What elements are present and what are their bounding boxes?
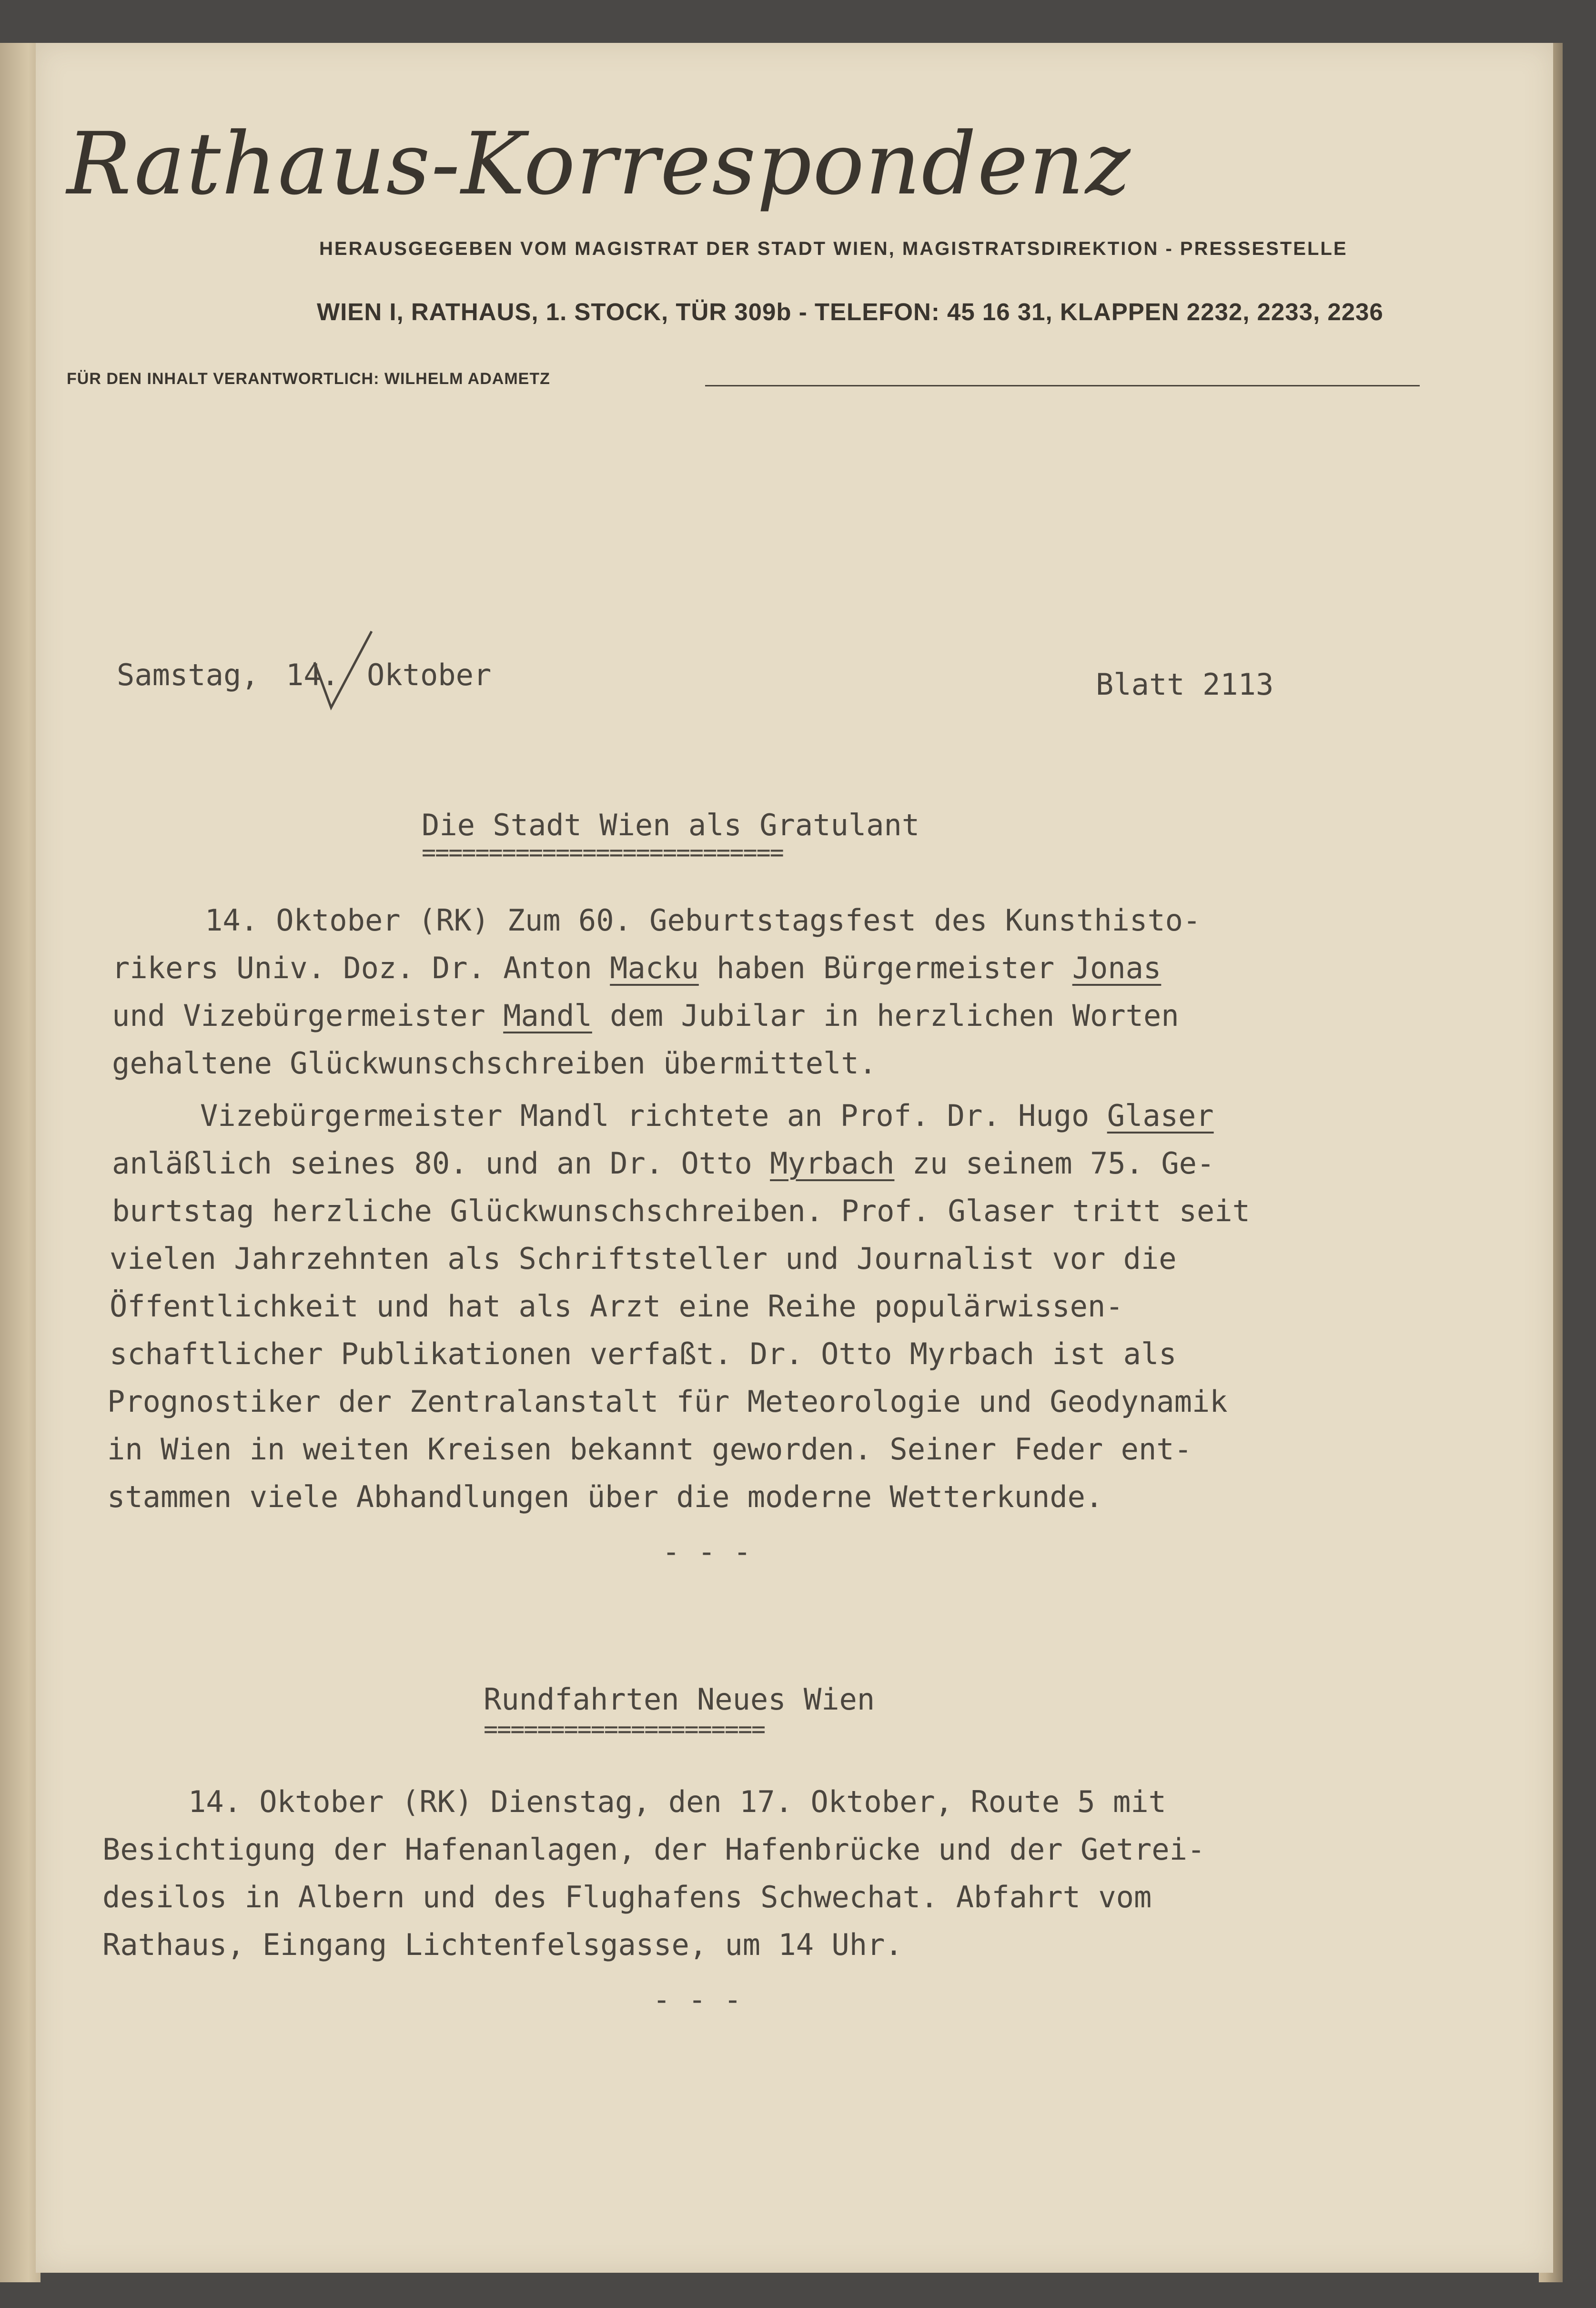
dateline-month: Oktober bbox=[367, 658, 492, 692]
article2-p1-line2: Besichtigung der Hafenanlagen, der Hafenbrücke und der Getrei- bbox=[102, 1832, 1205, 1867]
article1-p1-line3: und Vizebürgermeister Mandl dem Jubilar in herzlichen Worten bbox=[112, 998, 1179, 1033]
publisher-line: HERAUSGEGEBEN VOM MAGISTRAT DER STADT WIEN, MAGISTRATSDIREKTION - PRESSESTELLE bbox=[319, 238, 1348, 259]
dateline-day: Samstag, bbox=[117, 658, 259, 692]
article1-p2-line7: Prognostiker der Zentralanstalt für Meteorologie und Geodynamik bbox=[107, 1384, 1228, 1419]
article1-p2-line9: stammen viele Abhandlungen über die moderne Wetterkunde. bbox=[107, 1479, 1103, 1514]
name-myrbach: Myrbach bbox=[770, 1146, 895, 1181]
article1-p2-line4: vielen Jahrzehnten als Schriftsteller und Journalist vor die bbox=[110, 1241, 1177, 1276]
name-macku: Macku bbox=[610, 951, 699, 985]
article1-title: Die Stadt Wien als Gratulant bbox=[422, 808, 920, 842]
address-line: WIEN I, RATHAUS, 1. STOCK, TÜR 309b - TELEFON: 45 16 31, KLAPPEN 2232, 2233, 2236 bbox=[317, 298, 1384, 325]
article2-p1-line1: 14. Oktober (RK) Dienstag, den 17. Oktober, Route 5 mit bbox=[188, 1784, 1166, 1819]
handwritten-check-mark bbox=[310, 629, 376, 715]
article1-p2-line5: Öffentlichkeit und hat als Arzt eine Reihe populärwissen- bbox=[110, 1289, 1123, 1324]
article1-end-marker: - - - bbox=[662, 1534, 751, 1569]
header-rule bbox=[705, 385, 1420, 386]
article1-p2-line8: in Wien in weiten Kreisen bekannt geworden. Seiner Feder ent- bbox=[107, 1432, 1192, 1467]
article1-p2-line2: anläßlich seines 80. und an Dr. Otto Myrbach zu seinem 75. Ge- bbox=[112, 1146, 1215, 1181]
sheet-number: Blatt 2113 bbox=[1096, 667, 1274, 702]
responsible-editor-line: FÜR DEN INHALT VERANTWORTLICH: WILHELM ADAMETZ bbox=[67, 370, 550, 388]
facing-page-edge bbox=[0, 43, 40, 2282]
name-mandl: Mandl bbox=[503, 998, 592, 1033]
article1-title-rule: =========================== bbox=[422, 839, 783, 866]
article1-p1-line4: gehaltene Glückwunschschreiben übermittelt. bbox=[112, 1046, 877, 1081]
name-jonas: Jonas bbox=[1072, 951, 1162, 985]
article2-end-marker: - - - bbox=[653, 1982, 742, 2017]
article1-p2-line6: schaftlicher Publikationen verfaßt. Dr. Otto Myrbach ist als bbox=[110, 1336, 1177, 1371]
article1-p2-line3: burtstag herzliche Glückwunschschreiben. Prof. Glaser tritt seit bbox=[112, 1194, 1250, 1228]
dateline-date: 14. bbox=[286, 658, 339, 692]
article2-p1-line4: Rathaus, Eingang Lichtenfelsgasse, um 14 Uhr. bbox=[102, 1927, 903, 1962]
article1-p1-line1: 14. Oktober (RK) Zum 60. Geburtstagsfest des Kunsthisto- bbox=[205, 903, 1201, 938]
article1-p1-line2: rikers Univ. Doz. Dr. Anton Macku haben Bürgermeister Jonas bbox=[112, 951, 1162, 985]
article2-p1-line3: desilos in Albern und des Flughafens Schwechat. Abfahrt vom bbox=[102, 1880, 1152, 1914]
name-glaser: Glaser bbox=[1107, 1098, 1214, 1133]
article2-title-rule: ===================== bbox=[484, 1715, 765, 1743]
article2-title: Rundfahrten Neues Wien bbox=[484, 1682, 875, 1717]
masthead-title: Rathaus-Korrespondenz bbox=[67, 114, 1131, 214]
article1-p2-line1: Vizebürgermeister Mandl richtete an Prof. Dr. Hugo Glaser bbox=[200, 1098, 1214, 1133]
